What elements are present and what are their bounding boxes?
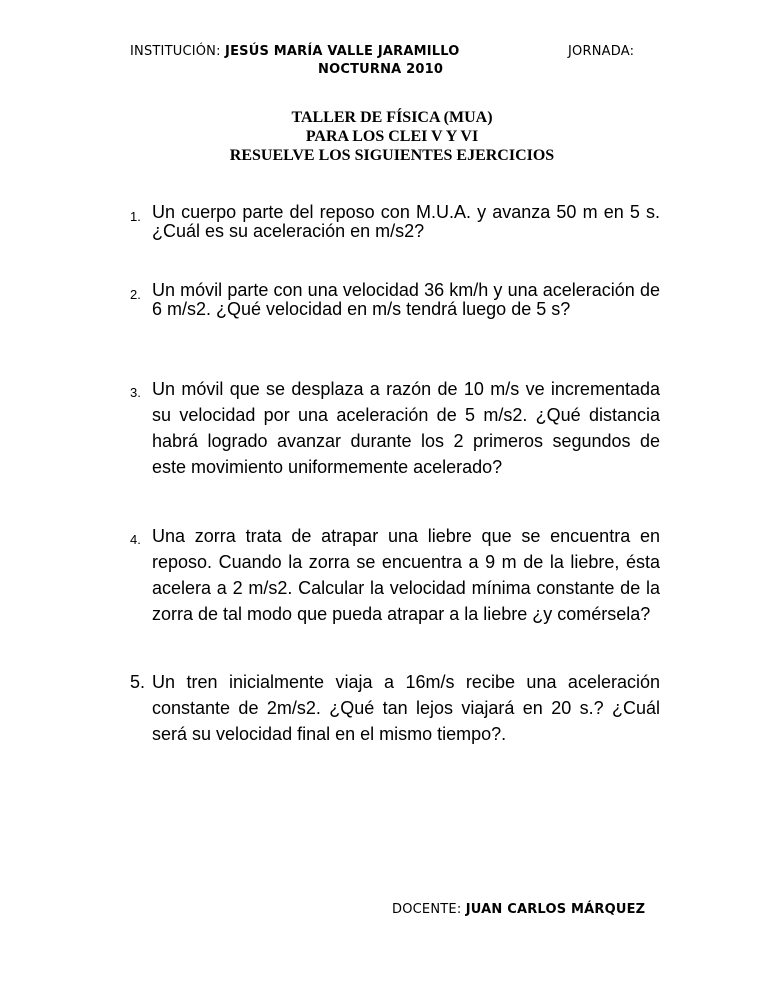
title-line-3: RESUELVE LOS SIGUIENTES EJERCICIOS	[229, 147, 555, 164]
exercise-text: Un móvil que se desplaza a razón de 10 m/s ve incrementada su velocidad por una aceleración de 5 m/s2. ¿Qué distancia habrá logrado avanzar durante los 2 primeros segundos de este movimiento uniformemente acelerado?	[152, 379, 660, 477]
exercise-number: 2.	[130, 287, 141, 302]
institution-name: JESÚS MARÍA VALLE JARAMILLO	[225, 44, 460, 59]
exercise-text: Una zorra trata de atrapar una liebre que se encuentra en reposo. Cuando la zorra se encuentra a 9 m de la liebre, ésta acelera a 2 m/s2. Calcular la velocidad mínima constante de la zorra de tal modo que pueda atrapar a la liebre ¿y comérsela?	[152, 526, 660, 624]
docente-name: JUAN CARLOS MÁRQUEZ	[465, 902, 646, 917]
exercise-number: 1.	[130, 209, 141, 224]
exercise-number: 4.	[130, 532, 141, 547]
exercise-number: 5.	[130, 672, 146, 692]
jornada-value: NOCTURNA 2010	[318, 62, 444, 77]
docente-line	[392, 902, 645, 917]
jornada-label: JORNADA:	[568, 44, 635, 59]
docente-label: DOCENTE:	[392, 902, 462, 917]
title-line-2: PARA LOS CLEI V Y VI	[305, 128, 479, 145]
exercise-text: Un móvil parte con una velocidad 36 km/h y una aceleración de 6 m/s2. ¿Qué velocidad en m/s tendrá luego de 5 s?	[152, 280, 660, 319]
exercise-text: Un cuerpo parte del reposo con M.U.A. y avanza 50 m en 5 s. ¿Cuál es su aceleración en m/s2?	[152, 202, 660, 241]
exercise-text: Un tren inicialmente viaja a 16m/s recibe una aceleración constante de 2m/s2. ¿Qué tan lejos viajará en 20 s.? ¿Cuál será su velocidad final en el mismo tiempo?.	[152, 672, 660, 744]
institution-label: INSTITUCIÓN:	[130, 44, 221, 59]
title-line-1: TALLER DE FÍSICA (MUA)	[291, 109, 493, 126]
exercise-number: 3.	[130, 385, 141, 400]
institution-line	[130, 44, 460, 59]
